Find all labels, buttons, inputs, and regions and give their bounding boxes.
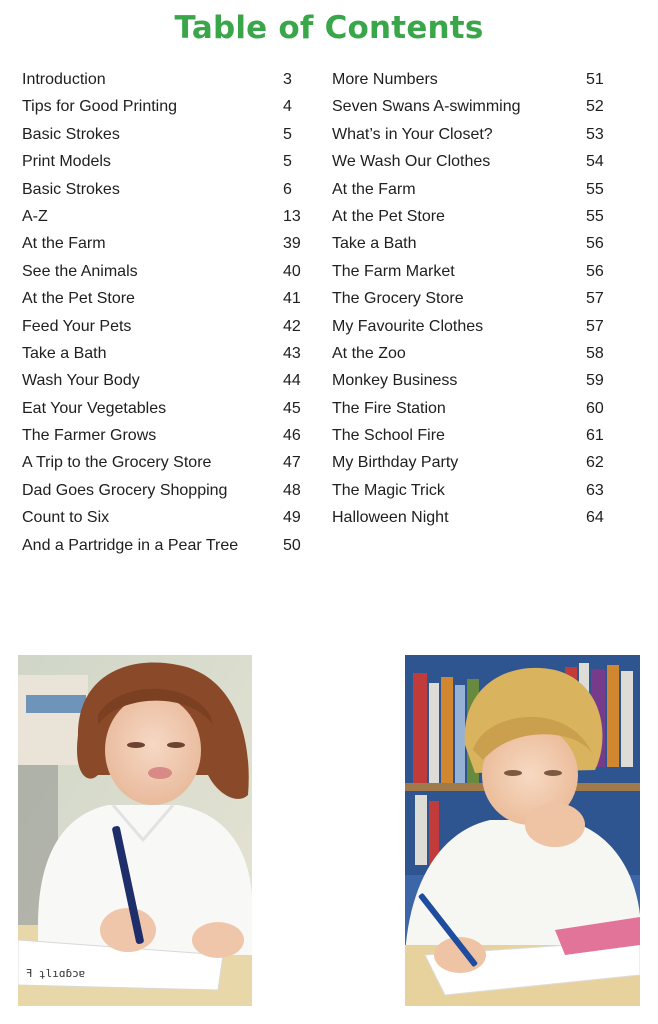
toc-entry-page-number: 63 [586,481,604,499]
toc-entry-page-number: 49 [283,509,301,527]
paper-letters: ꟻ ʇlıɑɓɔɐ [26,967,86,980]
toc-entry-title: Basic Strokes [22,180,120,198]
toc-entry [22,313,307,340]
toc-entry-page-number: 57 [586,290,604,308]
toc-entry-title: My Favourite Clothes [332,317,484,335]
toc-entry-page-number: 62 [586,454,604,472]
toc-entry-title: The Farmer Grows [22,427,157,445]
toc-entry-page-number: 46 [283,427,301,445]
toc-entry-title: Introduction [22,71,106,88]
toc-entry-page-number: 42 [283,317,301,335]
toc-entry-page-number: 64 [586,509,604,527]
toc-entry [22,395,307,422]
toc-entry-title: Count to Six [22,509,110,527]
toc-entry-title: At the Farm [22,235,106,253]
boy-writing-photo [405,655,640,1006]
toc-entry-page-number: 48 [283,481,301,499]
toc-entry [332,258,610,285]
toc-entry-page-number: 3 [283,71,292,88]
toc-entry-title: Eat Your Vegetables [22,399,167,417]
toc-entry [332,449,610,476]
toc-column-left [22,66,307,559]
toc-entry-page-number: 50 [283,536,301,554]
toc-entry-title: Basic Strokes [22,125,120,143]
toc-entry-title: Monkey Business [332,372,458,390]
toc-entry-title: At the Pet Store [22,290,135,308]
toc-entry [22,121,307,148]
toc-entry-title: At the Farm [332,180,416,198]
toc-entry-title: My Birthday Party [332,454,459,472]
toc-entry [22,285,307,312]
toc-entry-title: Tips for Good Printing [22,98,178,116]
toc-entry [22,176,307,203]
toc-entry-title: The Magic Trick [332,481,445,499]
toc-entry [332,230,610,257]
toc-entry-page-number: 58 [586,344,604,362]
toc-entry [332,93,610,120]
toc-entry [22,532,307,559]
toc-entry [22,367,307,394]
toc-entry [332,203,610,230]
toc-entry-title: Take a Bath [22,344,107,362]
toc-entry-title: The Grocery Store [332,290,464,308]
toc-entry-title: Halloween Night [332,509,449,527]
toc-entry-page-number: 44 [283,372,301,390]
toc-entry [332,313,610,340]
toc-entry-page-number: 5 [283,125,292,143]
toc-entry-title: At the Zoo [332,344,406,362]
toc-entry-title: A-Z [22,207,48,225]
toc-entry-title: See the Animals [22,262,138,280]
toc-entry-page-number: 4 [283,98,292,116]
toc-entry-page-number: 52 [586,98,604,116]
toc-entry-page-number: 5 [283,153,292,171]
toc-entry-page-number: 47 [283,454,301,472]
toc-entry [332,66,610,93]
toc-entry-page-number: 56 [586,262,604,280]
toc-entry-page-number: 43 [283,344,301,362]
toc-entry [22,93,307,120]
toc-entry-page-number: 57 [586,317,604,335]
toc-entry-title: The Fire Station [332,399,446,417]
toc-entry-page-number: 54 [586,153,604,171]
toc-entry [332,285,610,312]
toc-entry [22,66,307,93]
toc-entry [22,477,307,504]
toc-entry [22,148,307,175]
toc-entry-page-number: 56 [586,235,604,253]
toc-entry-title: The School Fire [332,427,445,445]
toc-entry-title: Dad Goes Grocery Shopping [22,481,228,499]
toc-entry-page-number: 41 [283,290,301,308]
toc-entry [332,121,610,148]
toc-entry [332,340,610,367]
toc-entry-title: More Numbers [332,71,438,88]
toc-entry [22,422,307,449]
toc-entry-title: We Wash Our Clothes [332,153,491,171]
toc-entry-title: The Farm Market [332,262,455,280]
toc-entry-page-number: 61 [586,427,604,445]
toc-entry-title: Print Models [22,153,111,171]
toc-entry [22,449,307,476]
toc-entry [332,504,610,531]
toc-entry-page-number: 53 [586,125,604,143]
toc-entry [332,176,610,203]
toc-entry-page-number: 39 [283,235,301,253]
toc-entry-title: At the Pet Store [332,207,445,225]
toc-entry-title: What’s in Your Closet? [332,125,493,143]
girl-writing-photo [18,655,252,1006]
toc-entry-page-number: 40 [283,262,301,280]
toc-entry [22,258,307,285]
toc-entry [332,395,610,422]
toc-entry-title: Wash Your Body [22,372,140,390]
toc-entry [22,230,307,257]
toc-entry [332,477,610,504]
toc-entry-page-number: 13 [283,207,301,225]
toc-entry-title: And a Partridge in a Pear Tree [22,536,239,554]
toc-entry-title: A Trip to the Grocery Store [22,454,212,472]
toc-entry-page-number: 51 [586,71,604,88]
toc-entry [22,340,307,367]
toc-entry [332,367,610,394]
toc-entry-page-number: 55 [586,180,604,198]
toc-entry-page-number: 45 [283,399,301,417]
toc-column-right [332,66,610,532]
toc-entry [22,203,307,230]
toc-entry [332,422,610,449]
toc-entry-title: Seven Swans A-swimming [332,98,521,116]
toc-entry-page-number: 60 [586,399,604,417]
toc-entry [332,148,610,175]
page-title: Table of Contents [174,10,484,46]
toc-entry-page-number: 55 [586,207,604,225]
toc-entry [22,504,307,531]
toc-entry-page-number: 59 [586,372,604,390]
toc-entry-title: Take a Bath [332,235,417,253]
toc-entry-page-number: 6 [283,180,292,198]
toc-entry-title: Feed Your Pets [22,317,132,335]
